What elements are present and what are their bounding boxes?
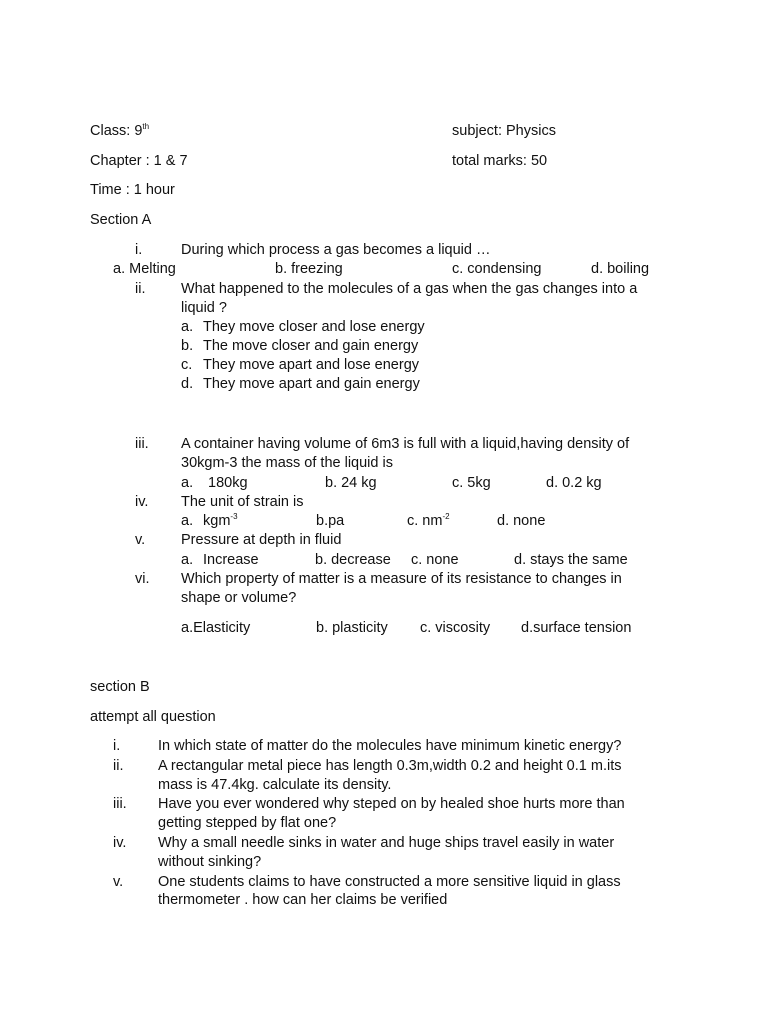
option-superscript: -2 [442,512,450,521]
question-number: vi. [135,571,150,587]
question-text: Pressure at depth in fluid [181,532,342,548]
option: c. 5kg [452,475,491,491]
question-number: iv. [135,494,149,510]
option: They move apart and gain energy [203,376,420,392]
question-number: iv. [113,835,127,851]
option: Increase [203,552,259,568]
class-superscript: th [142,122,150,131]
section-b-instruction: attempt all question [90,709,216,725]
option: They move apart and lose energy [203,357,420,373]
question-text: Why a small needle sinks in water and huge ships travel easily in water [158,835,615,851]
question-text-cont: mass is 47.4kg. calculate its density. [158,777,392,793]
question-number: v. [113,874,124,890]
option: d. 0.2 kg [546,475,602,491]
option-letter: a. [181,319,194,335]
option: d.surface tension [521,620,632,636]
option: b.pa [316,513,345,529]
question-text: One students claims to have constructed a more sensitive liquid in glass [158,874,621,890]
section-a-title: Section A [90,212,152,228]
class-label: Class: 9 [90,123,143,139]
option: The move closer and gain energy [203,338,419,354]
option: d. stays the same [514,552,628,568]
question-number: i. [113,738,121,754]
chapter: Chapter : 1 & 7 [90,153,188,169]
subject: subject: Physics [452,123,556,139]
option: c. condensing [452,261,542,277]
option: c. viscosity [420,620,491,636]
question-text: The unit of strain is [181,494,304,510]
option: d. boiling [591,261,650,277]
question-text: A rectangular metal piece has length 0.3m,width 0.2 and height 0.1 m.its [158,758,622,774]
option: 180kg [208,475,248,491]
question-text-cont: liquid ? [181,300,227,316]
question-number: iii. [135,436,149,452]
option: b. plasticity [316,620,388,636]
time: Time : 1 hour [90,182,175,198]
question-text-cont: thermometer . how can her claims be verified [158,892,448,908]
question-text-cont: without sinking? [158,854,262,870]
option: a. Melting [113,261,176,277]
option-letter: a. [181,475,194,491]
option: d. none [497,513,546,529]
question-text-cont: shape or volume? [181,590,297,606]
question-text: In which state of matter do the molecules have minimum kinetic energy? [158,738,622,754]
option-letter: a. [181,552,194,568]
option: They move closer and lose energy [203,319,425,335]
option: b. 24 kg [325,475,377,491]
option: b. freezing [275,261,343,277]
question-text-cont: getting stepped by flat one? [158,815,337,831]
question-text: Have you ever wondered why steped on by healed shoe hurts more than [158,796,625,812]
question-number: ii. [113,758,124,774]
question-text: During which process a gas becomes a liquid … [181,242,491,258]
question-text: A container having volume of 6m3 is full with a liquid,having density of [181,436,630,452]
option-text: c. nm [407,513,443,529]
option: a.Elasticity [181,620,251,636]
question-number: i. [135,242,143,258]
option: b. decrease [315,552,391,568]
option-letter: b. [181,338,194,354]
option-text: kgm [203,513,231,529]
section-b-title: section B [90,679,150,695]
question-number: v. [135,532,146,548]
question-number: iii. [113,796,127,812]
option-letter: c. [181,357,193,373]
option-letter: d. [181,376,194,392]
option-letter: a. [181,513,194,529]
question-text: What happened to the molecules of a gas when the gas changes into a [181,281,638,297]
option [407,512,450,531]
question-text-cont: 30kgm-3 the mass of the liquid is [181,455,393,471]
option [203,512,238,531]
option-superscript: -3 [230,512,238,521]
total-marks: total marks: 50 [452,153,548,169]
class-info [90,122,149,141]
question-number: ii. [135,281,146,297]
option: c. none [411,552,459,568]
question-text: Which property of matter is a measure of its resistance to changes in [181,571,622,587]
